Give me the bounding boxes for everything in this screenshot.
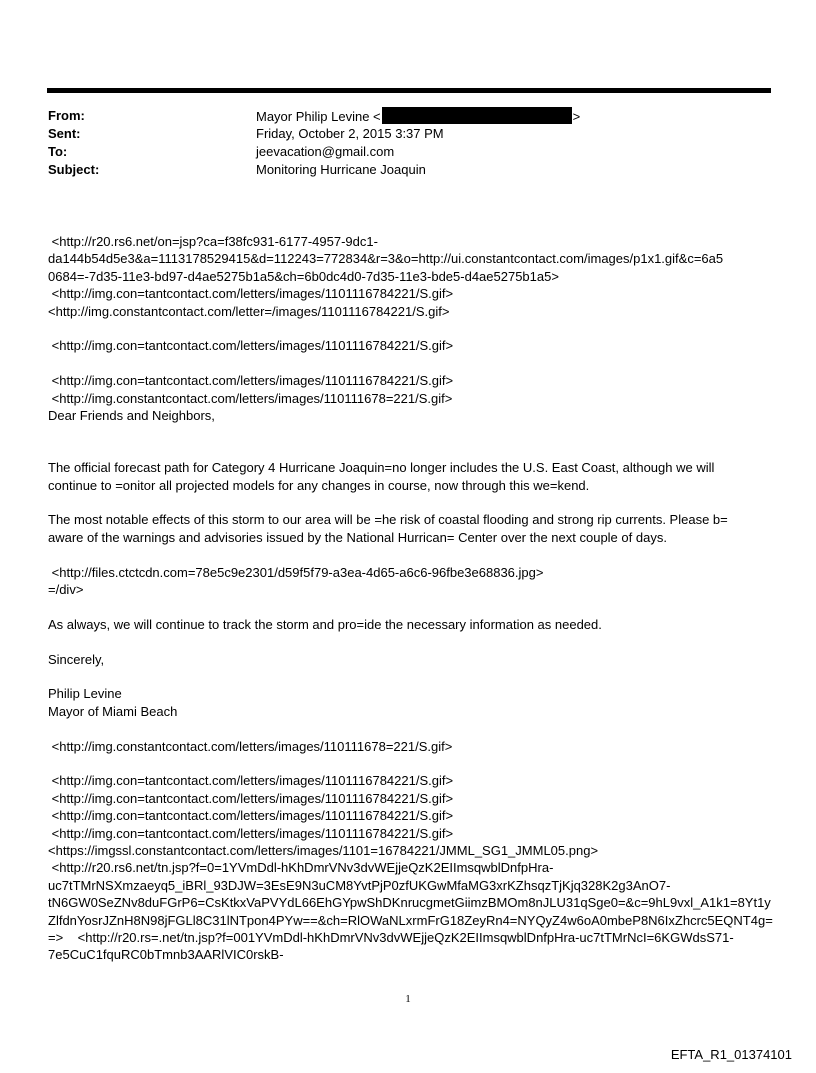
from-value bbox=[256, 107, 748, 125]
body-line: The most notable effects of this storm to our area will be =he risk of coastal flooding and strong rip currents. Please b= bbox=[48, 512, 728, 528]
body-line bbox=[48, 424, 778, 441]
header-rule bbox=[47, 88, 771, 93]
body-line: <http://img.con=tantcontact.com/letters/images/1101116784221/S.gif> bbox=[48, 808, 454, 824]
body-line: Sincerely, bbox=[48, 651, 105, 667]
email-header bbox=[48, 107, 748, 179]
body-line: aware of the warnings and advisories issued by the National Hurrican= Center over the next couple of days. bbox=[48, 529, 667, 545]
body-line bbox=[48, 598, 778, 615]
body-line: <http://img.con=tantcontact.com/letters/images/1101116784221/S.gif> bbox=[48, 825, 454, 841]
body-line bbox=[48, 442, 778, 459]
sent-row bbox=[48, 125, 748, 143]
from-suffix: > bbox=[572, 109, 581, 124]
body-line: 7e5CuC1fquRC0bTmnb3AARlVIC0rskB- bbox=[48, 947, 284, 963]
body-line: tN6GW0SeZNv8duFGrP6=CsKtkxVaPVYdL66EhGYpwShDKnrucgmetGiimzBMOm8nJLU31qSge0=&c=9hL9vxl_A1k1=8Yt1y bbox=[48, 895, 771, 911]
body-line: <http://img.con=tantcontact.com/letters/images/1101116784221/S.gif> bbox=[48, 790, 454, 806]
body-line: Philip Levine bbox=[48, 686, 122, 702]
to-value: jeevacation@gmail.com bbox=[256, 144, 395, 159]
body-line: <http://img.con=tantcontact.com/letters/images/1101116784221/S.gif> bbox=[48, 338, 454, 354]
body-line: => <http://r20.rs=.net/tn.jsp?f=001YVmDdl-hKhDmrVNv3dvWEjjeQzK2EIImsqwblDnfpHra-uc7tTMrNcI=6KGWdsS71- bbox=[48, 930, 734, 946]
body-line: da144b54d5e3&a=1113178529415&d=112243=772834&r=3&o=http://ui.constantcontact.com/images/p1x1.gif&c=6a5 bbox=[48, 251, 724, 267]
from-row bbox=[48, 107, 748, 125]
body-line: <http://files.ctctcdn.com=78e5c9e2301/d59f5f79-a3ea-4d65-a6c6-96fbe3e68836.jpg> bbox=[48, 564, 544, 580]
redaction-box bbox=[382, 107, 572, 124]
body-line: continue to =onitor all projected models for any changes in course, now through this we=kend. bbox=[48, 477, 590, 493]
body-line bbox=[48, 755, 778, 772]
email-body bbox=[48, 233, 778, 964]
body-line: As always, we will continue to track the storm and pro=ide the necessary information as needed. bbox=[48, 616, 602, 632]
subject-row bbox=[48, 161, 748, 179]
body-line: Mayor of Miami Beach bbox=[48, 703, 178, 719]
document-id: EFTA_R1_01374101 bbox=[670, 1047, 792, 1062]
body-line: uc7tTMrNSXmzaeyq5_iBRl_93DJW=3EsE9N3uCM8YvtPjP0zfUKGwMfaMG3xrKZhsqzTjKjq328K2g3AnO7- bbox=[48, 877, 671, 893]
body-line bbox=[48, 720, 778, 737]
from-label: From: bbox=[48, 108, 85, 123]
sent-value: Friday, October 2, 2015 3:37 PM bbox=[256, 126, 444, 141]
body-line bbox=[48, 633, 778, 650]
body-line: <http://r20.rs6.net/tn.jsp?f=0=1YVmDdl-hKhDmrVNv3dvWEjjeQzK2EIImsqwblDnfpHra- bbox=[48, 860, 554, 876]
subject-label: Subject: bbox=[48, 162, 100, 177]
body-line: <http://img.constantcontact.com/letters/images/110111678=221/S.gif> bbox=[48, 738, 453, 754]
body-line: <http://img.constantcontact.com/letter=/images/1101116784221/S.gif> bbox=[48, 303, 450, 319]
body-line: <http://img.con=tantcontact.com/letters/images/1101116784221/S.gif> bbox=[48, 773, 454, 789]
body-line: =/div> bbox=[48, 582, 84, 598]
body-line bbox=[48, 320, 778, 337]
body-line: The official forecast path for Category 4 Hurricane Joaquin=no longer includes the U.S. East Coast, although we will bbox=[48, 460, 715, 476]
body-line bbox=[48, 546, 778, 563]
body-line: <https://imgssl.constantcontact.com/letters/images/1101=16784221/JMML_SG1_JMML05.png> bbox=[48, 843, 599, 859]
sent-label: Sent: bbox=[48, 126, 81, 141]
body-line: <http://img.con=tantcontact.com/letters/images/1101116784221/S.gif> bbox=[48, 373, 454, 389]
body-line: <http://img.constantcontact.com/letters/images/110111678=221/S.gif> bbox=[48, 390, 453, 406]
to-label: To: bbox=[48, 144, 68, 159]
page-number: 1 bbox=[405, 993, 411, 1005]
body-line: ZlfdnYosrJZnH8N98jFGLl8C31lNTpon4PYw==&ch=RlOWaNLxrmFrG18ZeyRn4=NYQyZ4w6oA0mbeP8N6IxZhcrc5EQNT4g= bbox=[48, 912, 773, 928]
body-line: <http://img.con=tantcontact.com/letters/images/1101116784221/S.gif> bbox=[48, 286, 454, 302]
body-line: <http://r20.rs6.net/on=jsp?ca=f38fc931-6177-4957-9dc1- bbox=[48, 234, 378, 249]
to-row bbox=[48, 143, 748, 161]
from-name: Mayor Philip Levine < bbox=[256, 109, 381, 124]
body-line: Dear Friends and Neighbors, bbox=[48, 408, 215, 424]
body-line bbox=[48, 668, 778, 685]
body-line bbox=[48, 355, 778, 372]
body-line: 0684=-7d35-11e3-bd97-d4ae5275b1a5&ch=6b0dc4d0-7d35-11e3-bde5-d4ae5275b1a5> bbox=[48, 268, 559, 284]
body-line bbox=[48, 494, 778, 511]
subject-value: Monitoring Hurricane Joaquin bbox=[256, 162, 426, 177]
